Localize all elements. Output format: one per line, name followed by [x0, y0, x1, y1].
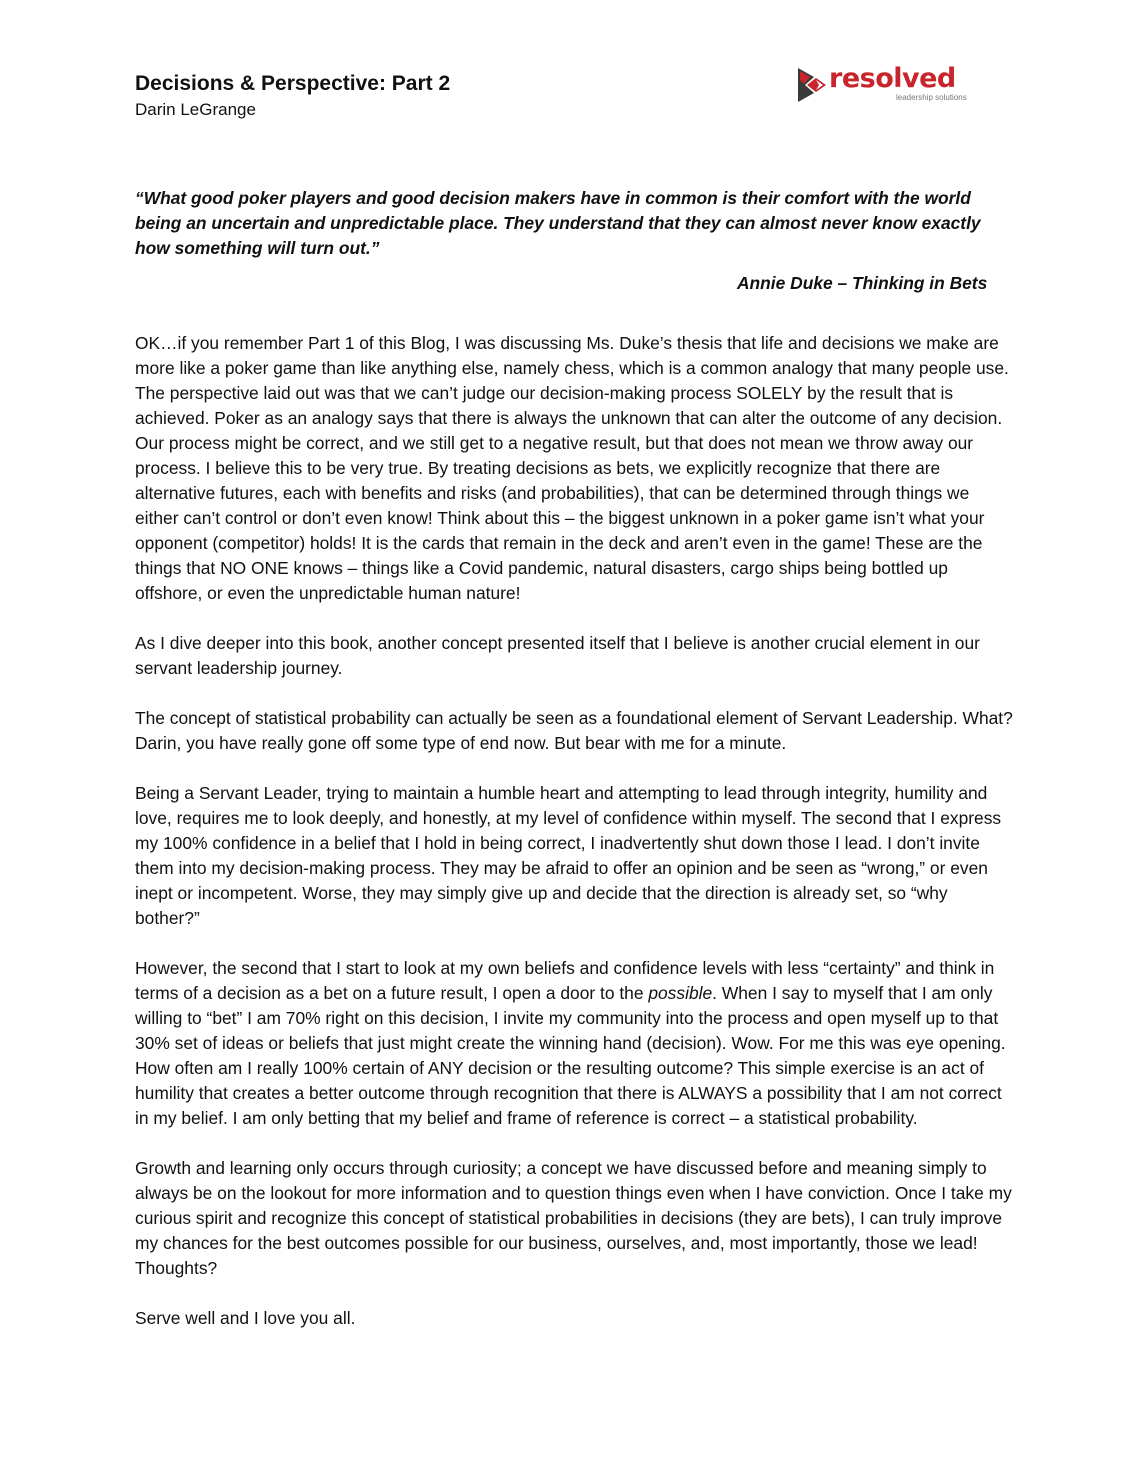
opening-quote: “What good poker players and good decision makers have in common is their comfort with the world being an uncertain and unpredictable place. They understand that they can almost never know exactly how something will turn out.” — [135, 188, 981, 258]
resolved-logo — [796, 63, 967, 106]
paragraph-4: Being a Servant Leader, trying to maintain a humble heart and attempting to lead through integrity, humility and love, requires me to look deeply, and honestly, at my level of confidence within myself. The second that I express my 100% confidence in a belief that I hold in being correct, I inadvertently shut down those I lead. I don’t invite them into my decision-making process. They may be afraid to offer an opinion and be seen as “wrong,” or even inept or incompetent. Worse, they may simply give up and decide that the direction is already set, so “why bother?” — [135, 783, 1002, 928]
quote-attribution: Annie Duke – Thinking in Bets — [737, 273, 988, 293]
logo-wordmark: resolved — [829, 63, 956, 94]
paragraph-1: OK…if you remember Part 1 of this Blog, I was discussing Ms. Duke’s thesis that life and decisions we make are more like a poker game than like anything else, namely chess, which is a common analogy that many people use. The perspective laid out was that we can’t judge our decision-making process SOLELY by the result that is achieved. Poker as an analogy says that there is always the unknown that can alter the outcome of any decision. Our process might be correct, and we still get to a negative result, but that does not mean we throw away our process. I believe this to be very true. By treating decisions as bets, we explicitly recognize that there are alternative futures, each with benefits and risks (and probabilities), that can be determined through things we either can’t control or don’t even know! Think about this – the biggest unknown in a poker game isn’t what your opponent (competitor) holds! It is the cards that remain in the deck and aren’t even in the game! These are the things that NO ONE knows – things like a Covid pandemic, natural disasters, cargo ships being bottled up offshore, or even the unpredictable human nature! — [135, 333, 1009, 603]
paragraph-5 — [135, 956, 1015, 1131]
document-header — [135, 70, 450, 122]
paragraph-5-part-2: . When I say to myself that I am only willing to “bet” I am 70% right on this decision, I invite my community into the process and open myself up to that 30% set of ideas or beliefs that just might create the winning hand (decision). Wow. For me this was eye opening. How often am I really 100% certain of ANY decision or the resulting outcome? This simple exercise is an act of humility that creates a better outcome through recognition that there is ALWAYS a possibility that I am not correct in my belief. I am only betting that my belief and frame of reference is correct – a statistical probability. — [135, 983, 1006, 1128]
resolved-logo-mark-icon — [796, 66, 830, 104]
paragraph-2: As I dive deeper into this book, another concept presented itself that I believe is another crucial element in our servant leadership journey. — [135, 633, 980, 678]
paragraph-6: Growth and learning only occurs through curiosity; a concept we have discussed before and meaning simply to always be on the lookout for more information and to question things even when I have conviction. Once I take my curious spirit and recognize this concept of statistical probabilities in decisions (they are bets), I can truly improve my chances for the best outcomes possible for our business, ourselves, and, most importantly, those we lead! Thoughts? — [135, 1158, 1012, 1278]
document-title: Decisions & Perspective: Part 2 — [135, 72, 451, 95]
document-body — [135, 186, 1015, 1331]
paragraph-5-part-1: However, the second that I start to look at my own beliefs and confidence levels with less “certainty” and think in terms of a decision as a bet on a future result, I open a door to the — [135, 958, 995, 1003]
author-name: Darin LeGrange — [135, 100, 256, 119]
paragraph-5-emphasis: possible — [648, 983, 713, 1003]
closing-line: Serve well and I love you all. — [135, 1308, 356, 1328]
paragraph-3: The concept of statistical probability can actually be seen as a foundational element of Servant Leadership. What? Darin, you have really gone off some type of end now. But bear with me for a minute. — [135, 708, 1013, 753]
logo-tagline: leadership solutions — [896, 93, 967, 102]
